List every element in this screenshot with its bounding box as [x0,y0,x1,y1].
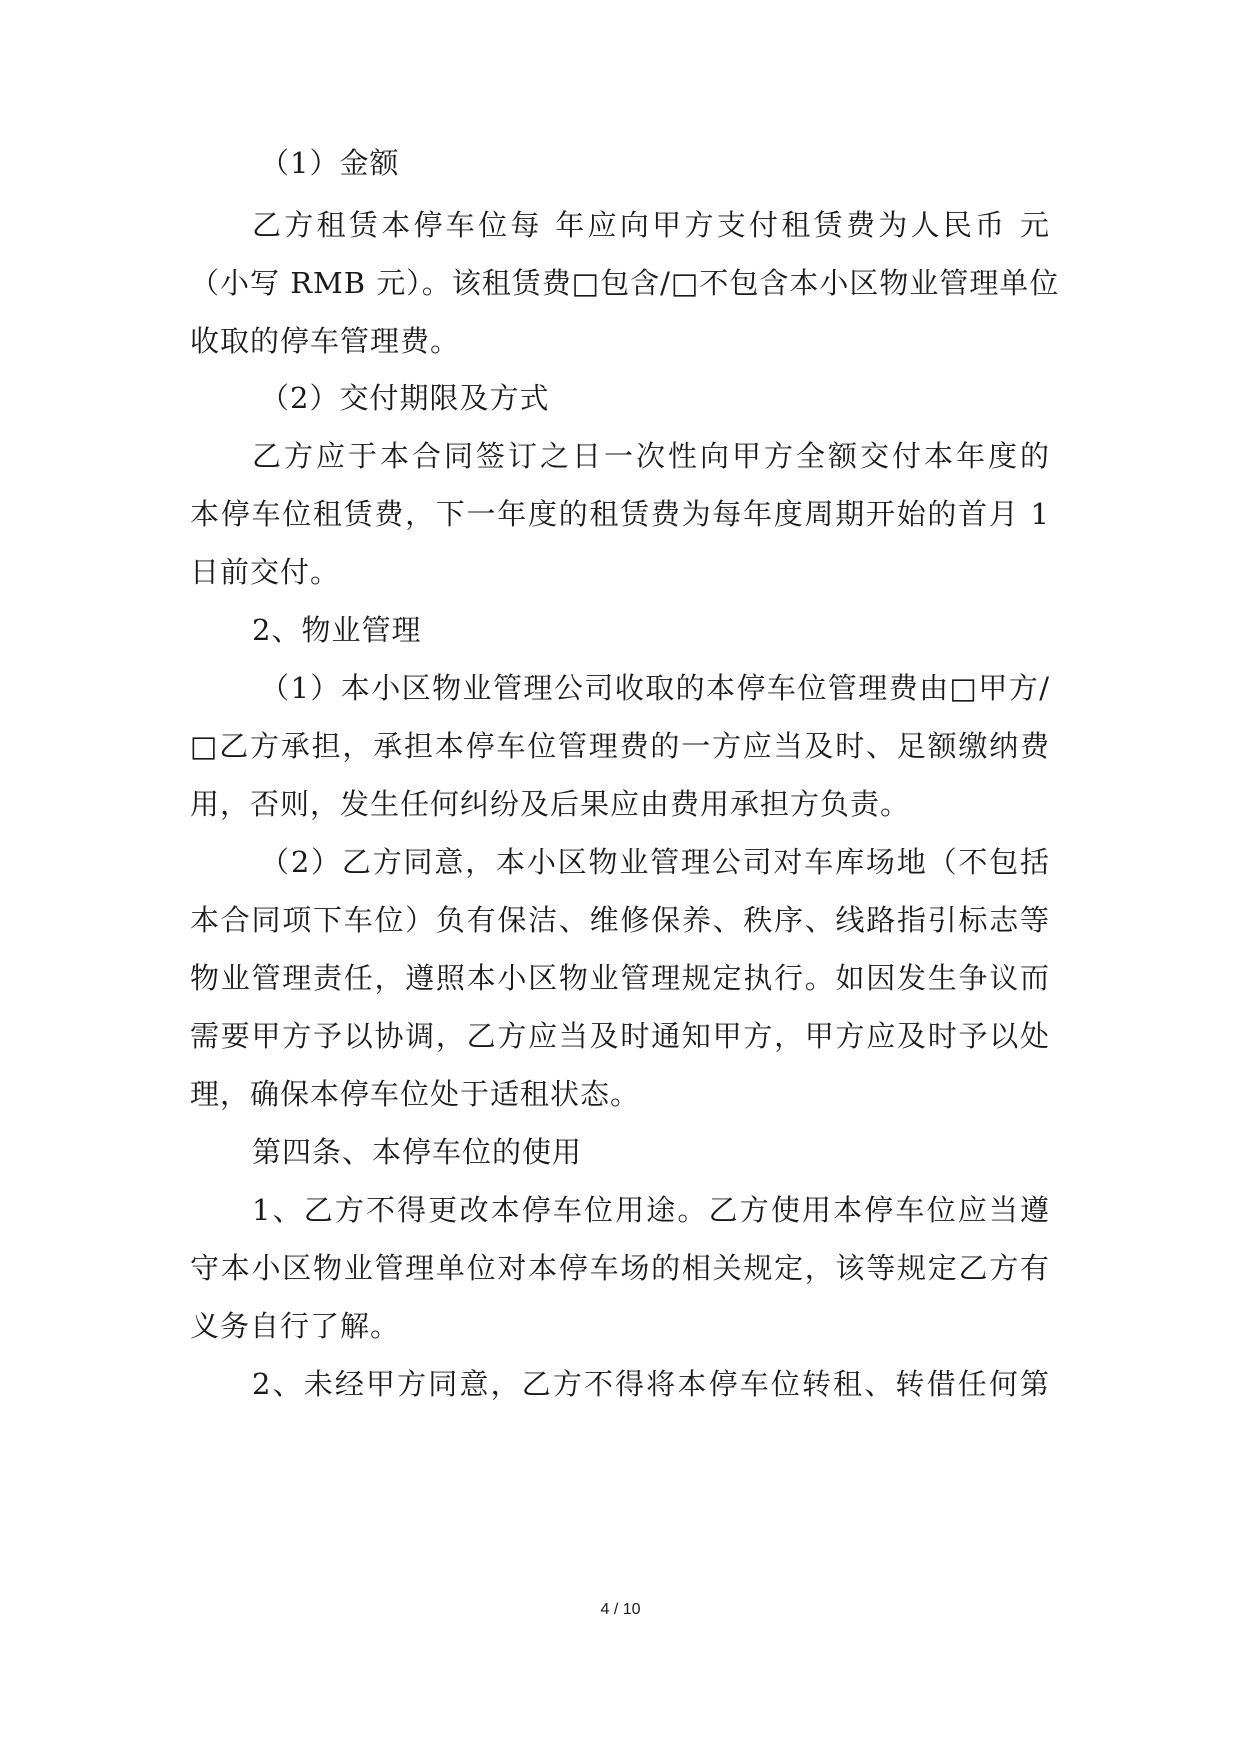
paragraph-line: 本停车位租赁费，下一年度的租赁费为每年度周期开始的首月 1 [190,497,1050,531]
paragraph-line: 义务自行了解。 [190,1309,401,1343]
paragraph-line: 守本小区物业管理单位对本停车场的相关规定，该等规定乙方有 [190,1251,1050,1285]
paragraph-line: 1、乙方不得更改本停车位用途。乙方使用本停车位应当遵 [252,1193,1050,1227]
paragraph-line: 物业管理责任，遵照本小区物业管理规定执行。如因发生争议而 [190,961,1050,995]
paragraph-line: 日前交付。 [190,555,341,589]
paragraph-line: 乙方应于本合同签订之日一次性向甲方全额交付本年度的 [252,439,1050,473]
paragraph-line: （2）乙方同意，本小区物业管理公司对车库场地（不包括 [260,845,1050,879]
section-heading-property-management: 2、物业管理 [252,613,422,647]
paragraph-line: （1）本小区物业管理公司收取的本停车位管理费由□甲方/ [260,671,1050,705]
paragraph-line: （小写 RMB 元）。该租赁费□包含/□不包含本小区物业管理单位 [190,266,1060,300]
paragraph-line: 收取的停车管理费。 [190,324,461,358]
paragraph-line: 用，否则，发生任何纠纷及后果应由费用承担方负责。 [190,787,911,821]
paragraph-line: 乙方租赁本停车位每 年应向甲方支付租赁费为人民币 元 [252,208,1050,242]
article-heading-parking-use: 第四条、本停车位的使用 [252,1135,583,1169]
subheading-amount: （1）金额 [260,146,400,180]
paragraph-line: □乙方承担，承担本停车位管理费的一方应当及时、足额缴纳费 [190,729,1050,763]
paragraph-line: 2、未经甲方同意，乙方不得将本停车位转租、转借任何第 [252,1367,1050,1401]
subheading-payment-terms: （2）交付期限及方式 [260,381,550,415]
page-number: 4 / 10 [600,1601,641,1618]
paragraph-line: 理，确保本停车位处于适租状态。 [190,1077,641,1111]
paragraph-line: 本合同项下车位）负有保洁、维修保养、秩序、线路指引标志等 [190,903,1050,937]
paragraph-line: 需要甲方予以协调，乙方应当及时通知甲方，甲方应及时予以处 [190,1019,1050,1053]
